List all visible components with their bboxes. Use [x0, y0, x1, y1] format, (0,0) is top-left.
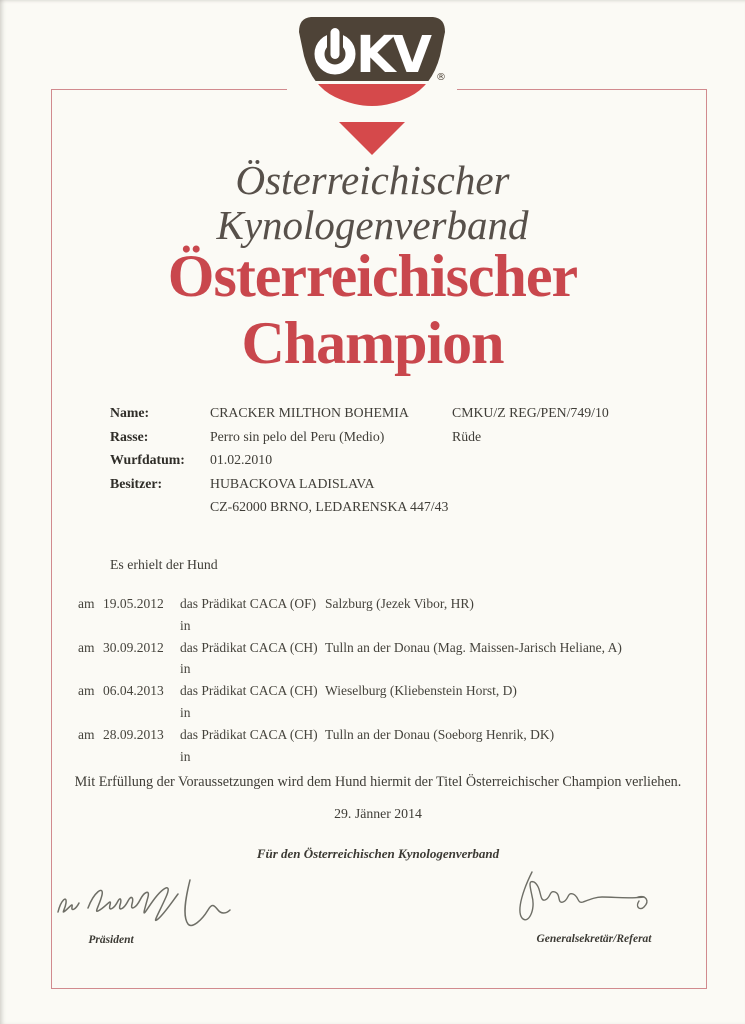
organisation-name-line1: Österreichischer [235, 157, 510, 203]
president-signature-icon [52, 872, 237, 934]
award-row-location: Tulln an der Donau (Soeborg Henrik, DK) [325, 726, 555, 742]
field-label-breed: Rasse: [110, 428, 149, 444]
award-row-prefix: am [78, 683, 95, 699]
award-row-location: Tulln an der Donau (Mag. Maissen-Jarisch Heliane, A) [325, 639, 622, 655]
field-label-birthdate: Wurfdatum: [110, 452, 185, 468]
field-registration-number: CMKU/Z REG/PEN/749/10 [452, 405, 609, 420]
on-behalf-line: Für den Österreichischen Kynologenverband [256, 846, 500, 861]
field-sex: Rüde [452, 428, 482, 444]
field-label-owner: Besitzer: [110, 475, 163, 491]
closing-statement: Mit Erfüllung der Voraussetzungen wird dem Hund hiermit der Titel Österreichischer Champion verliehen. [74, 774, 682, 790]
award-row-location: Salzburg (Jezek Vibor, HR) [325, 596, 474, 611]
award-row-predicate: das Prädikat CACA (CH) in [180, 683, 318, 720]
okv-shield-icon [287, 8, 457, 160]
field-value-owner: HUBACKOVA LADISLAVA [210, 475, 375, 491]
award-row-date: 06.04.2013 [103, 683, 164, 699]
award-row-prefix: am [78, 726, 95, 742]
organisation-name [0, 158, 745, 248]
award-row-location: Wieselburg (Kliebenstein Horst, D) [325, 683, 517, 699]
award-row-prefix: am [78, 639, 95, 655]
certificate-title-line1: Österreichischer [167, 243, 578, 309]
general-secretary-signature-icon [502, 866, 657, 934]
award-row-prefix: am [78, 596, 95, 611]
okv-logo [287, 8, 457, 160]
field-value-name: CRACKER MILTHON BOHEMIA [210, 405, 409, 420]
shield-red-band [287, 84, 457, 114]
award-row-date: 19.05.2012 [103, 596, 164, 611]
certificate-title-line2: Champion [241, 310, 504, 376]
registered-trademark-icon: ® [436, 72, 446, 83]
award-row-predicate: das Prädikat CACA (OF) in [180, 596, 317, 633]
award-row-predicate: das Prädikat CACA (CH) in [180, 639, 318, 677]
awards-intro: Es erhielt der Hund [110, 557, 218, 572]
logo-triangle [339, 122, 405, 155]
award-row-date: 28.09.2013 [103, 726, 164, 742]
logo-letters-kv: KV [356, 26, 429, 85]
president-signature-label: Präsident [88, 934, 134, 946]
certificate-title [0, 243, 745, 377]
general-secretary-signature [502, 866, 657, 939]
field-value-breed: Perro sin pelo del Peru (Medio) [210, 428, 385, 444]
dog-data-fields [110, 401, 670, 519]
award-row-predicate: das Prädikat CACA (CH) in [180, 726, 318, 764]
field-value-birthdate: 01.02.2010 [210, 452, 273, 468]
organisation-name-line2: Kynologenverband [216, 202, 529, 248]
general-secretary-signature-label: Generalsekretär/Referat [536, 933, 652, 945]
field-value-owner-address: CZ-62000 BRNO, LEDARENSKA 447/43 [210, 499, 449, 515]
president-signature [52, 872, 237, 939]
issue-date: 29. Jänner 2014 [334, 806, 422, 821]
award-row-date: 30.09.2012 [103, 639, 164, 655]
field-label-name: Name: [110, 405, 150, 420]
awards-table [78, 593, 692, 767]
